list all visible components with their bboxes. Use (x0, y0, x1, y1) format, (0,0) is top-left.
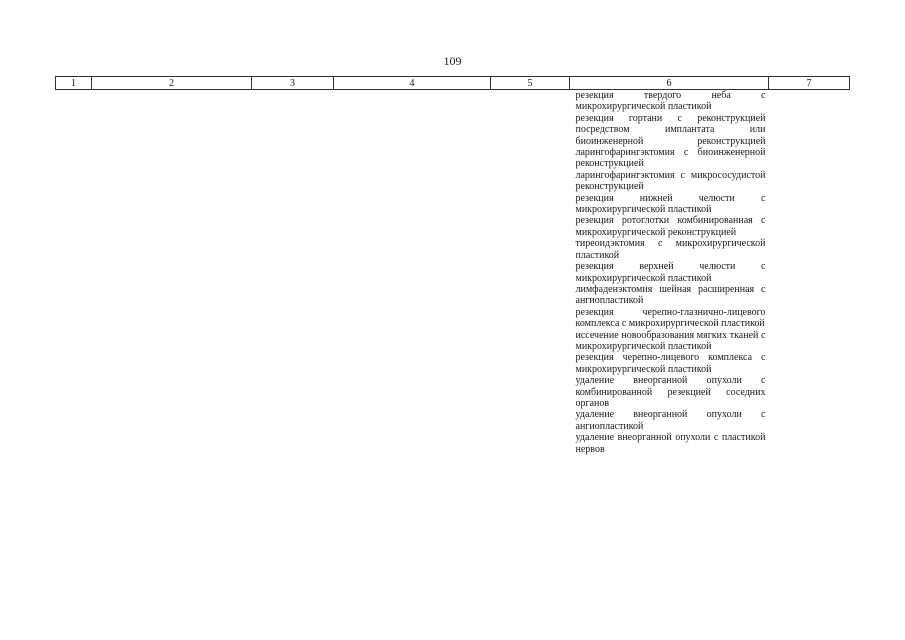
procedure-entry: удаление внеорганной опухоли с ангиопластикой (575, 409, 766, 432)
cell-col-6-procedures (570, 90, 769, 456)
procedure-entry: резекция нижней челюсти с микрохирургической пластикой (575, 192, 766, 216)
procedure-entry: ларингофарингэктомия с биоинженерной реконструкцией (575, 147, 766, 170)
procedure-entry: удаление внеорганной опухоли с комбинированной резекцией соседних органов (575, 375, 766, 409)
cell-col-5 (491, 90, 570, 456)
procedures-table (55, 76, 850, 455)
table-row (56, 90, 850, 456)
column-header-2: 2 (92, 77, 252, 90)
procedure-entry: иссечение новообразования мягких тканей с микрохирургической пластикой (575, 329, 766, 352)
column-header-1: 1 (56, 77, 92, 90)
procedure-entry: резекция твердого неба с микрохирургической пластикой (575, 90, 766, 113)
procedure-entry: резекция гортани с реконструкцией посредством имплантата или биоинженерной реконструкцией (575, 112, 766, 147)
table-header-row (56, 77, 850, 90)
procedure-entry: удаление внеорганной опухоли с пластикой нервов (575, 432, 766, 455)
cell-col-4 (334, 90, 491, 456)
column-header-7: 7 (769, 77, 850, 90)
column-header-6: 6 (570, 77, 769, 90)
procedure-entry: резекция черепно-глазнично-лицевого комплекса с микрохирургической пластикой (575, 306, 766, 330)
column-header-5: 5 (491, 77, 570, 90)
column-header-3: 3 (252, 77, 334, 90)
procedure-entry: резекция верхней челюсти с микрохирургической пластикой (575, 261, 766, 284)
procedure-entry: лимфаденэктомия шейная расширенная с ангиопластикой (575, 283, 766, 307)
procedure-entry: ларингофарингэктомия с микрососудистой реконструкцией (575, 169, 766, 193)
procedure-entry: резекция ротоглотки комбинированная с микрохирургической реконструкцией (575, 215, 766, 238)
cell-col-2 (92, 90, 252, 456)
procedure-entry: тиреоидэктомия с микрохирургической пластикой (575, 238, 766, 261)
cell-col-1 (56, 90, 92, 456)
cell-col-3 (252, 90, 334, 456)
page-number: 109 (443, 54, 462, 68)
procedure-entry: резекция черепно-лицевого комплекса с микрохирургической пластикой (575, 352, 766, 375)
cell-col-7 (769, 90, 850, 456)
column-header-4: 4 (334, 77, 491, 90)
